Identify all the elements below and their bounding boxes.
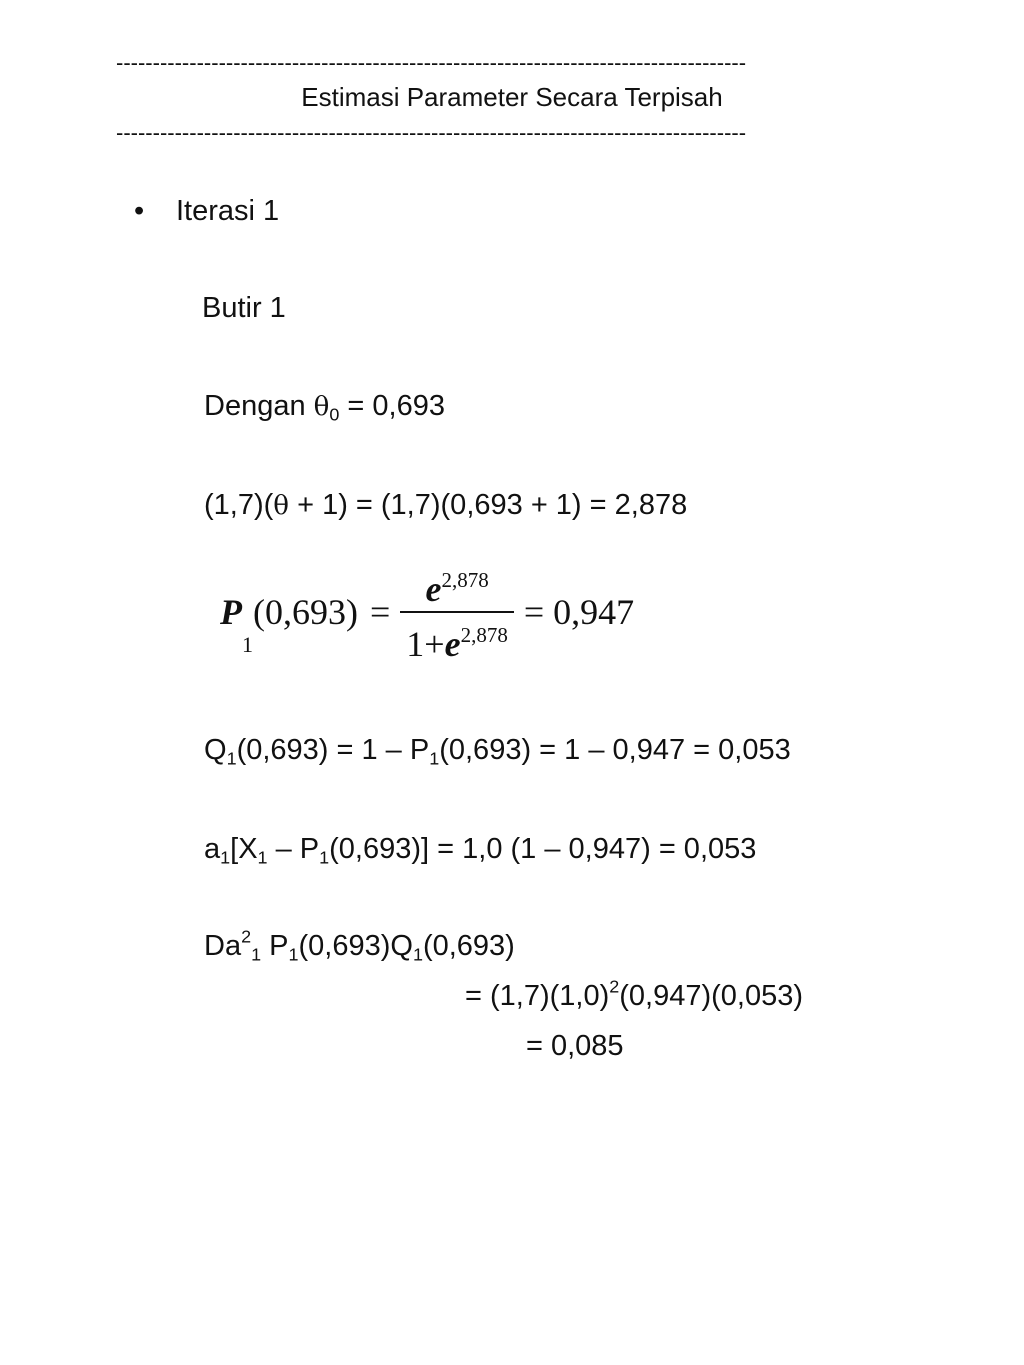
formula-numerator (419, 558, 494, 611)
page-title: Estimasi Parameter Secara Terpisah (301, 82, 723, 112)
residual-line (204, 833, 756, 866)
numerator-e: e (425, 569, 442, 609)
numerator-exponent: 2,878 (441, 568, 489, 592)
q-part-a: (0,693) = 1 – P (236, 734, 430, 766)
info-p: P (261, 930, 289, 962)
info-line2-superscript: 2 (609, 976, 620, 997)
p-subscript: 1 (288, 944, 299, 965)
info-arg: (0,693) (422, 930, 515, 962)
theta-symbol: θ (273, 491, 290, 521)
q-line (204, 734, 791, 767)
given-prefix: Dengan (204, 390, 314, 422)
given-line (204, 390, 445, 423)
information-result: = 0,085 (526, 1030, 624, 1062)
formula-p: P (220, 592, 242, 632)
da-superscript: 2 (241, 926, 252, 947)
q-symbol: Q (204, 734, 227, 766)
residual-result: (0,693)] = 1,0 (1 – 0,947) = 0,053 (329, 833, 757, 865)
step1-part-b: + 1) = (1,7)(0,693 + 1) = 2,878 (289, 489, 688, 521)
residual-minus-p: – P (267, 833, 320, 865)
x-symbol: [X (230, 833, 258, 865)
x-subscript: 1 (257, 847, 268, 868)
bottom-divider: -------------------------------------------------------------------------------------- (116, 122, 747, 144)
q-part-b: (0,693) = 1 – 0,947 = 0,053 (439, 734, 791, 766)
information-line-2 (465, 976, 804, 1013)
p-subscript: 1 (319, 847, 330, 868)
da-symbol: Da (204, 930, 242, 962)
denominator-e: e (444, 624, 461, 664)
q-subscript: 1 (226, 748, 237, 769)
a-subscript: 1 (220, 847, 231, 868)
formula-result: = 0,947 (523, 592, 635, 632)
info-line2-b: (0,947)(0,053) (619, 980, 804, 1012)
denominator-exponent: 2,878 (460, 623, 508, 647)
denominator-plus: + (424, 624, 445, 664)
item-heading: Butir 1 (202, 292, 286, 324)
probability-formula (220, 558, 634, 666)
info-line2-a: = (1,7)(1,0) (465, 980, 610, 1012)
iteration-heading: Iterasi 1 (176, 195, 280, 227)
bullet-marker: • (134, 195, 145, 227)
step1-part-a: (1,7)( (204, 489, 274, 521)
denominator-one: 1 (406, 624, 425, 664)
top-divider: -------------------------------------------------------------------------------------- (116, 52, 747, 74)
formula-denominator (400, 613, 514, 666)
theta-subscript: 0 (329, 404, 340, 425)
given-value: = 0,693 (339, 390, 445, 422)
information-line (204, 926, 515, 965)
formula-p-subscript: 1 (242, 632, 253, 657)
q-subscript: 1 (412, 944, 423, 965)
step-exponent-line (204, 489, 687, 522)
da-subscript: 1 (251, 944, 262, 965)
formula-fraction (400, 558, 514, 666)
theta-symbol: θ (313, 392, 330, 422)
a-symbol: a (204, 833, 221, 865)
info-q: (0,693)Q (298, 930, 413, 962)
p-subscript: 1 (429, 748, 440, 769)
formula-equals: = (369, 592, 391, 632)
formula-argument: (0,693) (253, 592, 358, 632)
